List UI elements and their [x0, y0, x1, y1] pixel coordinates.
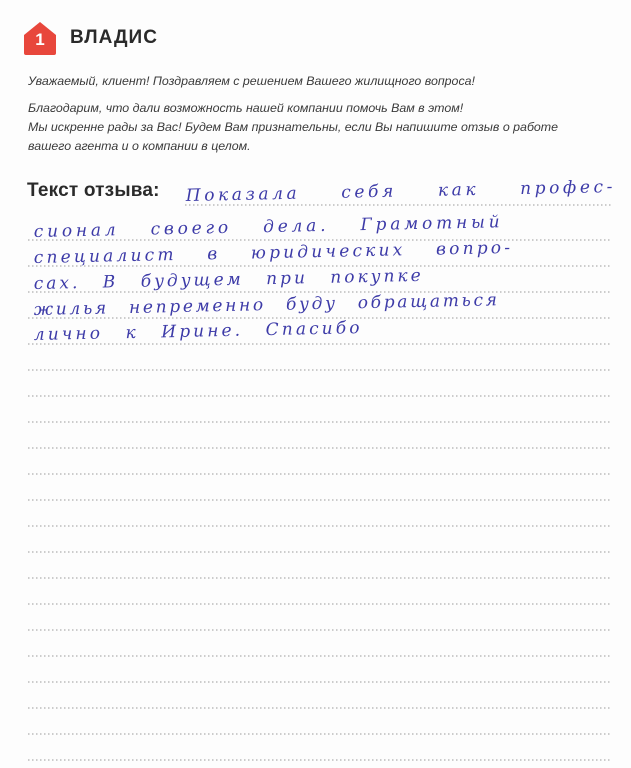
handwritten-line: лично к Ирине. Спасибо: [33, 318, 363, 345]
intro-request: Мы искренне рады за Вас! Будем Вам признательны, если Вы напишите отзыв о работе: [28, 120, 559, 134]
handwritten-line: сах. В будущем при покупке: [33, 265, 424, 294]
handwritten-line: Показала себя как профес-: [185, 176, 617, 206]
intro-greeting: Уважаемый, клиент! Поздравляем с решением Вашего жилищного вопроса!: [28, 74, 475, 88]
logo-digit: 1: [35, 30, 45, 49]
brand-name: ВЛАДИС: [70, 27, 158, 48]
review-label: Текст отзыва:: [27, 180, 160, 201]
handwritten-line: сионал своего дела. Грамотный: [33, 212, 504, 242]
intro-request-cont: вашего агента и о компании в целом.: [28, 139, 251, 153]
handwritten-line: специалист в юридических вопро-: [33, 237, 514, 268]
handwritten-line: жилья непременно буду обращаться: [33, 290, 500, 320]
intro-thanks: Благодарим, что дали возможность нашей компании помочь Вам в этом!: [28, 101, 464, 115]
